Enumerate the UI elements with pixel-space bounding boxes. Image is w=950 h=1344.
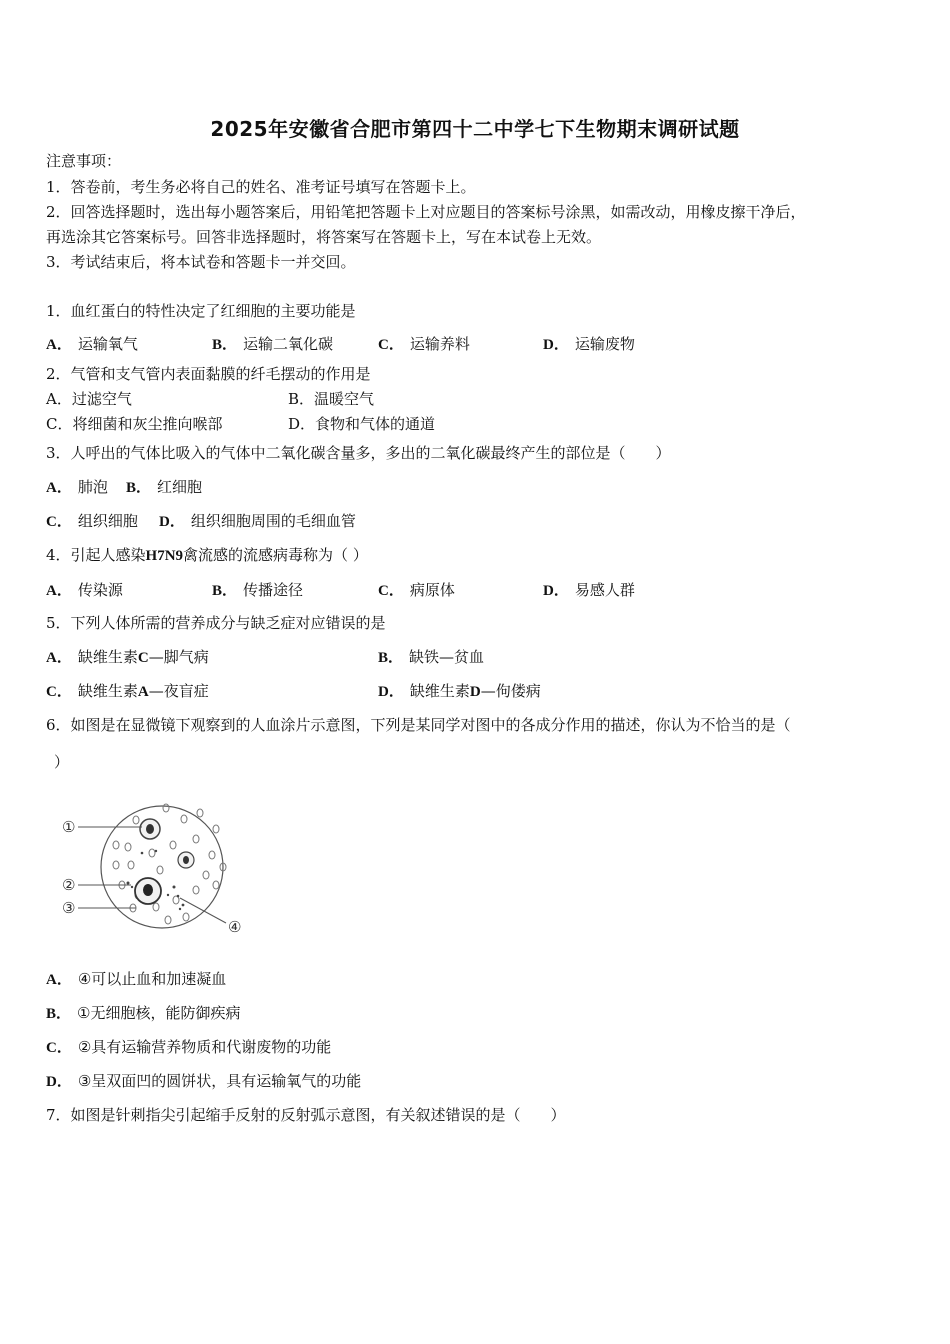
q5-stem: 5．下列人体所需的营养成分与缺乏症对应错误的是 — [46, 614, 386, 632]
note-3: 3．考试结束后，将本试卷和答题卡一并交回。 — [46, 253, 356, 271]
q5-option-d: D． 缺维生素D—佝偻病 — [378, 682, 541, 700]
label-2: ② — [62, 876, 76, 894]
q7-stem: 7．如图是针刺指尖引起缩手反射的反射弧示意图，有关叙述错误的是（ ） — [46, 1106, 566, 1124]
q6-option-b: B． ①无细胞核，能防御疾病 — [46, 1004, 241, 1022]
q2-stem: 2．气管和支气管内表面黏膜的纤毛摆动的作用是 — [46, 365, 371, 383]
q1-option-c: C． 运输养料 — [378, 335, 470, 353]
blood-smear-figure — [56, 795, 256, 945]
q6-stem: 6．如图是在显微镜下观察到的人血涂片示意图，下列是某同学对图中的各成分作用的描述，你认为不恰当的是（ — [46, 716, 791, 734]
q2-option-d: D．食物和气体的通道 — [288, 415, 436, 433]
q4-option-a: A． 传染源 — [46, 581, 123, 599]
label-4: ④ — [228, 918, 242, 936]
notes-heading: 注意事项： — [46, 152, 122, 170]
q5-option-b: B． 缺铁—贫血 — [378, 648, 485, 666]
leader-lines — [78, 827, 226, 923]
q6-stem-close: ） — [54, 753, 70, 771]
q5-option-c: C． 缺维生素A—夜盲症 — [46, 682, 209, 700]
q3-option-a: A． 肺泡 — [46, 478, 108, 496]
q1-option-d: D． 运输废物 — [543, 335, 635, 353]
q3-option-b: B． 红细胞 — [126, 478, 203, 496]
q1-option-a: A． 运输氧气 — [46, 335, 138, 353]
label-3: ③ — [62, 899, 76, 917]
page-title: 2025年安徽省合肥市第四十二中学七下生物期末调研试题 — [210, 117, 740, 141]
white-blood-cells — [135, 819, 194, 904]
label-1: ① — [62, 818, 76, 836]
q3-option-c: C． 组织细胞 — [46, 512, 138, 530]
q2-option-a: A．过滤空气 — [46, 390, 132, 408]
q3-stem: 3．人呼出的气体比吸入的气体中二氧化碳含量多，多出的二氧化碳最终产生的部位是（ ） — [46, 444, 671, 462]
q3-option-d: D． 组织细胞周围的毛细血管 — [159, 512, 356, 530]
q2-option-c: C．将细菌和灰尘推向喉部 — [46, 415, 223, 433]
q5-option-a: A． 缺维生素C—脚气病 — [46, 648, 209, 666]
q4-stem: 4．引起人感染H7N9禽流感的流感病毒称为（ ） — [46, 546, 368, 564]
q4-option-c: C． 病原体 — [378, 581, 455, 599]
note-1: 1．答卷前，考生务必将自己的姓名、准考证号填写在答题卡上。 — [46, 178, 476, 196]
q4-option-d: D． 易感人群 — [543, 581, 635, 599]
q1-option-b: B． 运输二氧化碳 — [212, 335, 334, 353]
q6-option-a: A． ④可以止血和加速凝血 — [46, 970, 227, 988]
q2-option-b: B．温暖空气 — [288, 390, 375, 408]
note-2: 2．回答选择题时，选出每小题答案后，用铅笔把答题卡上对应题目的答案标号涂黑，如需改动，用橡皮擦干净后， — [46, 203, 806, 221]
q4-option-b: B． 传播途径 — [212, 581, 304, 599]
q1-stem: 1．血红蛋白的特性决定了红细胞的主要功能是 — [46, 302, 356, 320]
q6-option-c: C． ②具有运输营养物质和代谢废物的功能 — [46, 1038, 332, 1056]
note-2-cont: 再选涂其它答案标号。回答非选择题时，将答案写在答题卡上，写在本试卷上无效。 — [46, 228, 602, 246]
q6-option-d: D． ③呈双面凹的圆饼状，具有运输氧气的功能 — [46, 1072, 362, 1090]
